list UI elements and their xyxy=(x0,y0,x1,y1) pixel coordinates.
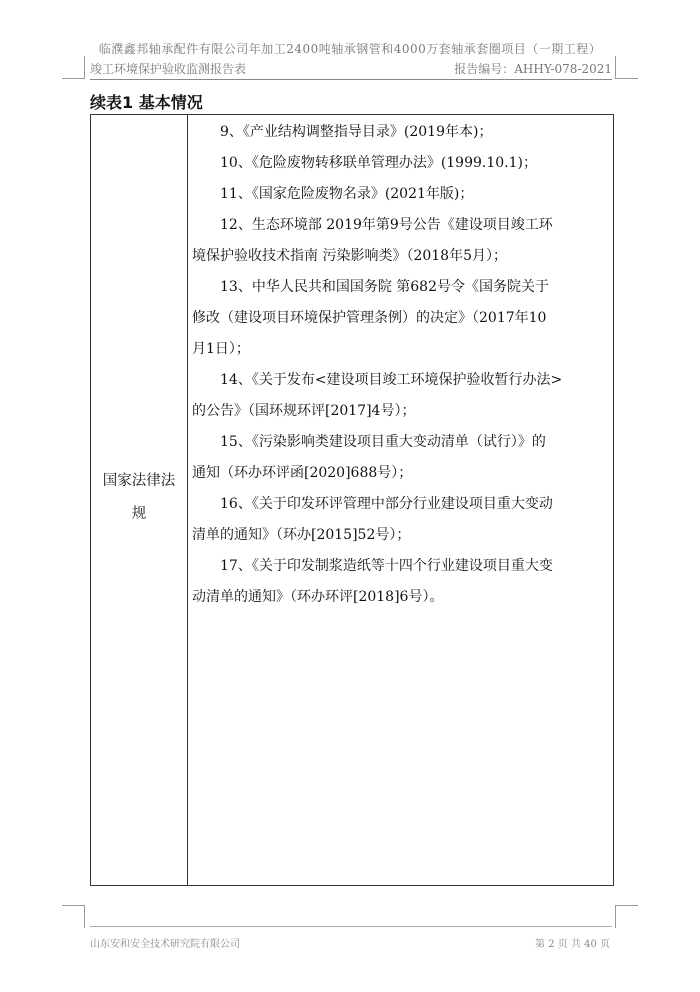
header-project-title: 临濮鑫邦轴承配件有限公司年加工2400吨轴承钢管和4000万套轴承套圈项目（一期工程） xyxy=(98,42,602,56)
regulation-text-line: 通知（环办环评函[2020]688号）； xyxy=(192,465,413,481)
footer-page-number: 第 2 页 共 40 页 xyxy=(535,939,610,950)
section-title: 续表1 基本情况 xyxy=(90,93,203,112)
regulation-text-line: 修改（建设项目环境保护管理条例）的决定》（2017年10 xyxy=(192,310,547,326)
regulation-text-line: 9、《产业结构调整指导目录》(2019年本)； xyxy=(220,124,493,140)
regulation-text-line: 10、《危险废物转移联单管理办法》(1999.10.1)； xyxy=(220,155,537,171)
footer-organization: 山东安和安全技术研究院有限公司 xyxy=(90,939,240,950)
footer-rule xyxy=(90,926,612,927)
basic-info-table xyxy=(90,114,614,886)
regulations-list xyxy=(188,117,613,613)
corner-mark-bottom-right xyxy=(615,905,638,928)
regulation-text-line: 17、《关于印发制浆造纸等十四个行业建设项目重大变 xyxy=(220,558,553,574)
regulation-text-line: 月1日）； xyxy=(192,341,250,357)
regulation-text-line: 动清单的通知》（环办环评[2018]6号）。 xyxy=(192,589,444,605)
header-rule xyxy=(90,79,612,80)
category-label-line: 国家法律法 xyxy=(102,473,176,489)
header-report-type: 竣工环境保护验收监测报告表 xyxy=(90,62,247,76)
regulation-text-line: 境保护验收技术指南 污染影响类》（2018年5月）； xyxy=(192,248,507,264)
corner-mark-top-left xyxy=(62,56,85,79)
corner-mark-top-right xyxy=(615,56,638,79)
header-second-line xyxy=(90,60,612,78)
corner-mark-bottom-left xyxy=(62,905,85,928)
regulation-text-line: 14、《关于发布<建设项目竣工环境保护验收暂行办法> xyxy=(220,372,563,388)
regulation-text-line: 的公告》（国环规环评[2017]4号）； xyxy=(192,403,416,419)
regulation-text-line: 13、中华人民共和国国务院 第682号令《国务院关于 xyxy=(220,279,549,295)
category-label xyxy=(97,465,181,531)
regulation-text-line: 清单的通知》（环办[2015]52号）； xyxy=(192,527,411,543)
header-report-number: 报告编号：AHHY-078-2021 xyxy=(454,62,612,76)
regulation-text-line: 11、《国家危险废物名录》(2021年版)； xyxy=(220,186,474,202)
regulation-text-line: 12、生态环境部 2019年第9号公告《建设项目竣工环 xyxy=(220,217,553,233)
category-cell xyxy=(91,115,188,885)
regulation-text-line: 16、《关于印发环评管理中部分行业建设项目重大变动 xyxy=(220,496,553,512)
regulation-text-line: 15、《污染影响类建设项目重大变动清单（试行）》的 xyxy=(220,434,546,450)
category-label-line: 规 xyxy=(131,506,147,522)
